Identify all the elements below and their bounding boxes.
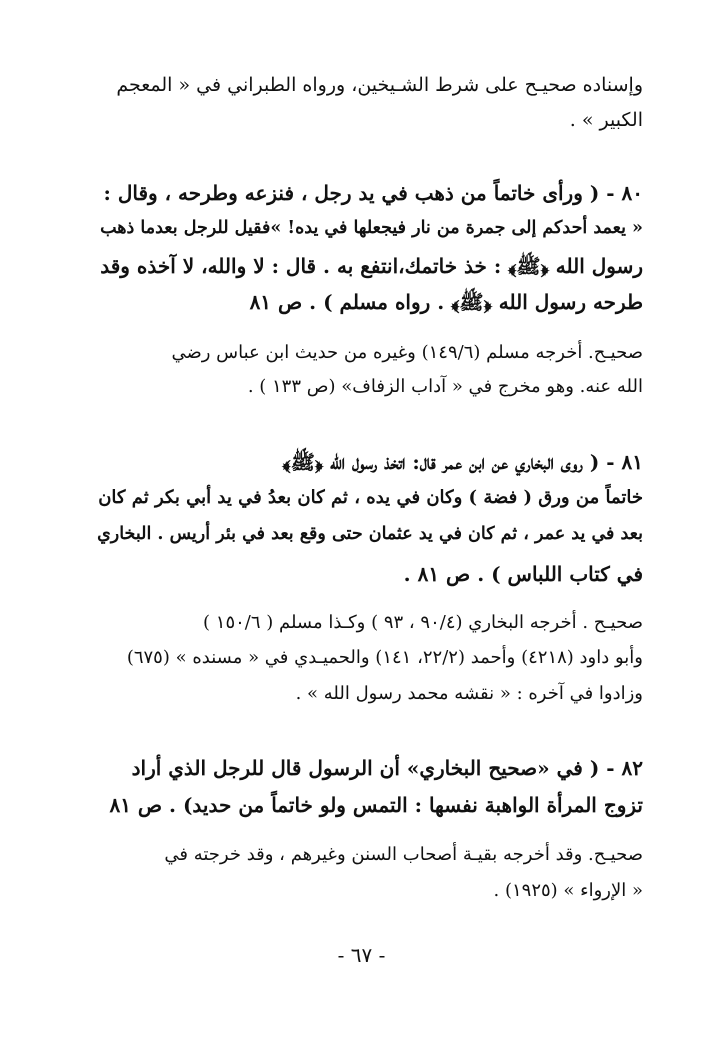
- hadith-81-note-3: وزادوا في آخره : « نقشه محمد رسول الله » .: [295, 683, 643, 704]
- hadith-82-line-2: تزوج المرأة الواهبة نفسها : التمس ولو خاتماً من حديد) . ص ٨١: [109, 793, 643, 817]
- hadith-80-note-2: الله عنه. وهو مخرج في « آداب الزفاف» (ص ١٣٣ ) .: [247, 376, 643, 397]
- hadith-81-line-1: ٨١ - ( روى البخاري عن ابن عمر قال: اتخذ رسول الله ﴿ﷺ﴾: [282, 450, 643, 474]
- hadith-81-line-2: خاتماً من ورق ( فضة ) وكان في يده ، ثم كان بعدُ في يد أبي بكر ثم كان: [98, 487, 643, 508]
- hadith-82-line-1: ٨٢ - ( في «صحيح البخاري» أن الرسول قال للرجل الذي أراد: [131, 756, 643, 780]
- hadith-80-line-4: طرحه رسول الله ﴿ﷺ﴾ . رواه مسلم ) . ص ٨١: [249, 290, 643, 314]
- hadith-80-note-1: صحيـح. أخرجه مسلم (١٤٩/٦) وغيره من حديث ابن عباس رضي: [171, 342, 643, 363]
- hadith-82-note-1: صحيـح. وقد أخرجه بقيـة أصحاب السنن وغيرهم ، وقد خرجته في: [164, 844, 643, 865]
- hadith-80-line-1: ٨٠ - ( ورأى خاتماً من ذهب في يد رجل ، فنزعه وطرحه ، وقال :: [103, 181, 643, 205]
- hadith-81-line-3: بعد في يد عمر ، ثم كان في يد عثمان حتى وقع بعد في بئر أريس . البخاري: [97, 524, 643, 544]
- hadith-80-line-2: « يعمد أحدكم إلى جمرة من نار فيجعلها في يده! »فقيل للرجل بعدما ذهب: [100, 218, 643, 238]
- intro-line-2: الكبير » .: [569, 109, 643, 131]
- hadith-81-note-1: صحيـح . أخرجه البخاري (٩٠/٤ ، ٩٣ ) وكـذا مسلم ( ١٥٠/٦ ): [203, 612, 643, 633]
- hadith-80-line-3: رسول الله ﴿ﷺ﴾ : خذ خاتمك،انتفع به . قال : لا والله، لا آخذه وقد: [100, 254, 643, 278]
- hadith-81-note-2: وأبو داود (٤٢١٨) وأحمد (٢٢/٢، ١٤١) والحميـدي في « مسنده » (٦٧٥): [126, 647, 643, 668]
- hadith-81-line-4: في كتاب اللباس ) . ص ٨١ .: [403, 562, 643, 586]
- hadith-82-note-2: « الإرواء » (١٩٢٥) .: [493, 880, 643, 901]
- page-number: - ٦٧ -: [337, 943, 386, 967]
- intro-line-1: وإسناده صحيـح على شرط الشـيخين، ورواه الطبراني في « المعجم: [116, 74, 643, 96]
